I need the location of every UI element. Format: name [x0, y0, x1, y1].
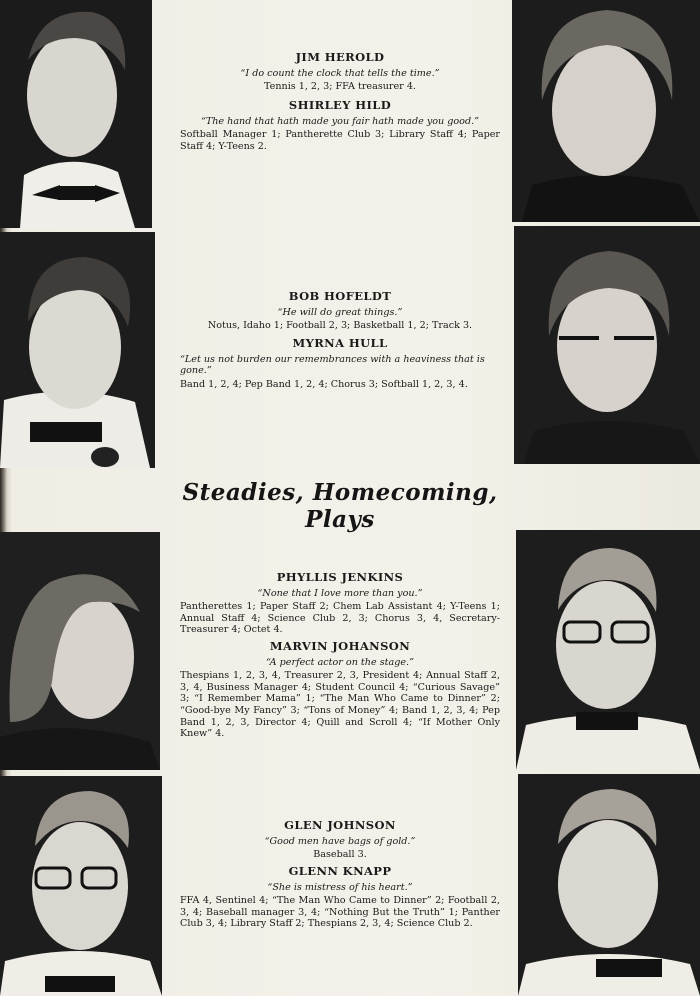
student-name: SHIRLEY HILD	[288, 98, 392, 112]
student-name: PHYLLIS JENKINS	[276, 570, 404, 584]
student-name: GLENN KNAPP	[288, 864, 392, 878]
entry-shirley-hild	[180, 100, 500, 152]
entry-phyllis-jenkins	[180, 572, 500, 636]
student-quote: “Good men have bags of gold.”	[264, 835, 416, 847]
entry-marvin-johanson	[180, 641, 500, 740]
student-quote: “Let us not burden our remembrances with a heaviness that is gone.”	[180, 353, 485, 377]
entry-glenn-knapp	[180, 866, 500, 930]
student-activities: Softball Manager 1; Pantherette Club 3; Library Staff 4; Paper Staff 4; Y-Teens 2.	[180, 129, 500, 152]
portrait-glen-johnson	[0, 776, 162, 996]
student-activities: Tennis 1, 2, 3; FFA treasurer 4.	[264, 81, 416, 93]
student-quote: “He will do great things.”	[277, 306, 403, 318]
portrait-shirley-hild	[512, 0, 700, 222]
student-name: BOB HOFELDT	[288, 289, 392, 303]
student-activities: Band 1, 2, 4; Pep Band 1, 2, 4; Chorus 3; Softball 1, 2, 3, 4.	[180, 378, 468, 390]
portrait-phyllis-jenkins	[0, 532, 160, 770]
section-banner: Steadies, Homecoming, Plays	[182, 479, 498, 533]
student-activities: Baseball 3.	[313, 849, 367, 861]
student-activities: Thespians 1, 2, 3, 4, Treasurer 2, 3, President 4; Annual Staff 2, 3, 4, Business Manager 4; Student Council 4; “Curious Savage” 3; “I Remember Mama” 1; “The Man Who Came to Dinner” 2; “Good-bye My Fancy” 3; “Tons of Money” 4; Band 1, 2, 3, 4; Pep Band 1, 2, 3, Director 4; Quill and Scroll 4; “If Mother Only Knew” 4.	[180, 670, 500, 740]
student-quote: “I do count the clock that tells the time.”	[240, 67, 440, 79]
student-name: JIM HEROLD	[295, 50, 385, 64]
portrait-myrna-hull	[514, 226, 700, 464]
portrait-marvin-johanson	[516, 530, 700, 770]
student-quote: “A perfect actor on the stage.”	[266, 656, 414, 668]
portrait-jim-herold	[0, 0, 152, 228]
student-name: MYRNA HULL	[292, 336, 388, 350]
entry-myrna-hull	[180, 338, 500, 390]
student-name: MARVIN JOHANSON	[269, 639, 411, 653]
student-name: GLEN JOHNSON	[284, 818, 396, 832]
student-quote: “The hand that hath made you fair hath made you good.”	[200, 115, 480, 127]
entry-jim-herold	[180, 52, 500, 93]
student-activities: Pantherettes 1; Paper Staff 2; Chem Lab Assistant 4; Y-Teens 1; Annual Staff 4; Science Club 2, 3; Chorus 3, 4, Secretary-Treasurer 4; Octet 4.	[180, 601, 500, 636]
student-activities: Notus, Idaho 1; Football 2, 3; Basketball 1, 2; Track 3.	[207, 320, 473, 332]
portrait-bob-hofeldt	[0, 232, 155, 468]
entry-glen-johnson	[180, 820, 500, 861]
student-activities: FFA 4, Sentinel 4; “The Man Who Came to Dinner” 2; Football 2, 3, 4; Baseball manager 3, 4; “Nothing But the Truth” 1; Panther Club 3, 4; Library Staff 2; Thespians 2, 3, 4; Science Club 2.	[180, 895, 500, 930]
entry-bob-hofeldt	[180, 291, 500, 332]
student-quote: “She is mistress of his heart.”	[267, 881, 413, 893]
portrait-glenn-knapp	[518, 774, 700, 996]
student-quote: “None that I love more than you.”	[257, 587, 423, 599]
